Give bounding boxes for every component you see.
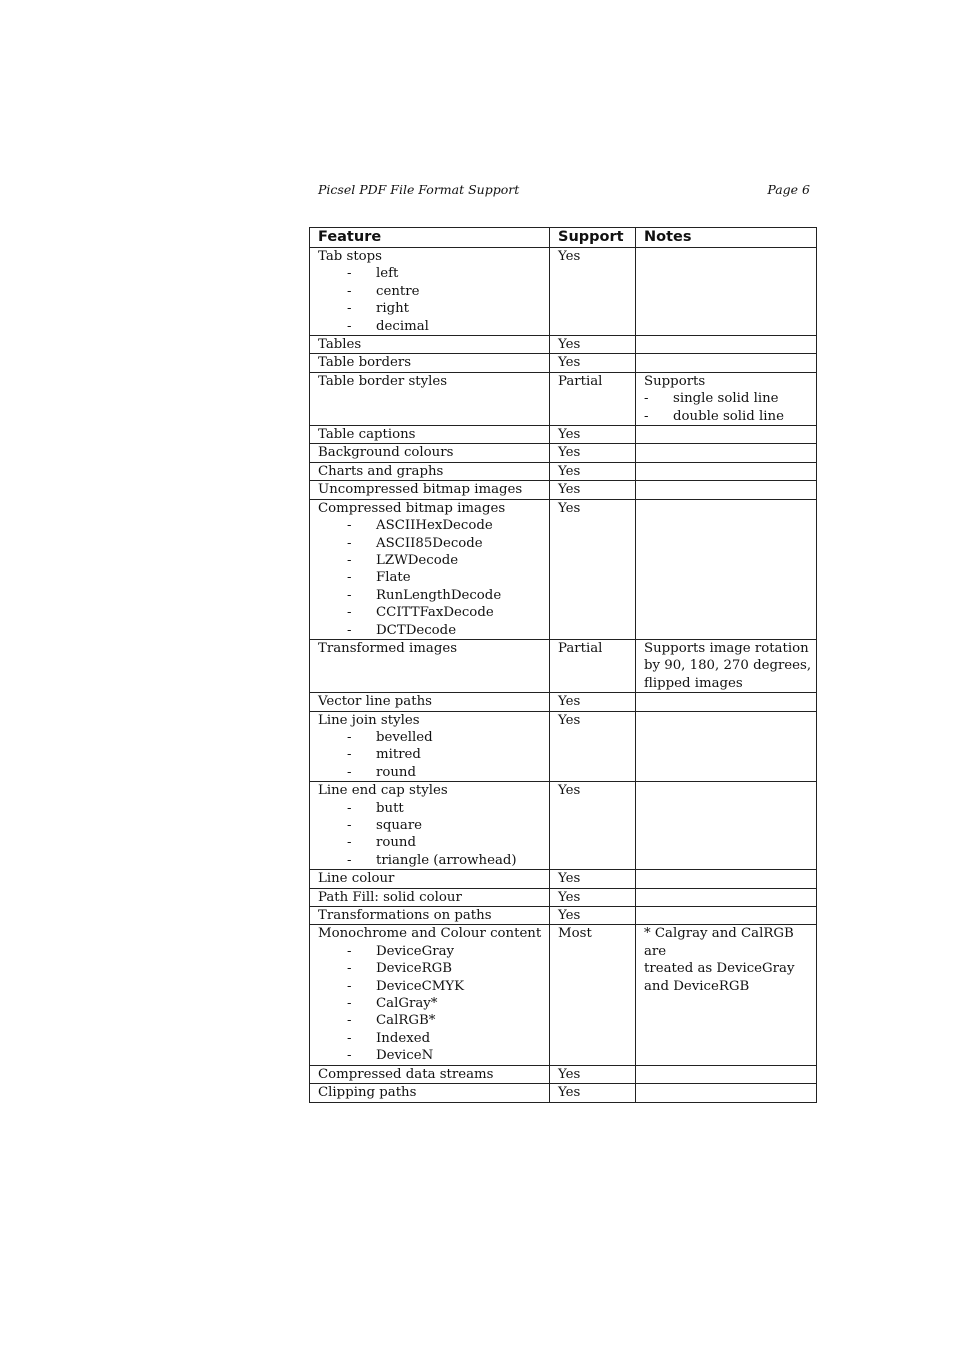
feature-name: Transformations on paths	[318, 908, 492, 924]
dash-bullet: -	[347, 535, 352, 551]
notes-cell	[636, 1084, 817, 1102]
feature-subitem-text: Flate	[376, 570, 411, 586]
feature-subitem-text: round	[376, 764, 417, 780]
table-header-row	[310, 228, 817, 248]
table-row	[310, 444, 817, 462]
feature-subitem-text: square	[376, 818, 423, 833]
dash-bullet: -	[347, 283, 352, 299]
feature-name: Line join styles	[318, 712, 420, 728]
feature-subitem	[318, 1047, 549, 1064]
feature-name: Uncompressed bitmap images	[318, 482, 523, 498]
feature-name: Path Fill: solid colour	[318, 889, 462, 905]
notes-cell	[636, 248, 817, 336]
notes-line: and DeviceRGB	[644, 978, 750, 994]
notes-cell	[636, 336, 817, 354]
feature-name: Charts and graphs	[318, 463, 444, 479]
feature-subitem-text: DeviceRGB	[376, 961, 453, 977]
feature-cell	[310, 1084, 550, 1102]
feature-subitem-text: Indexed	[376, 1030, 431, 1046]
notes-cell	[636, 782, 817, 870]
feature-subitem-text: bevelled	[376, 729, 433, 745]
feature-cell	[310, 444, 550, 462]
dash-bullet: -	[347, 605, 352, 621]
table-row	[310, 248, 817, 336]
feature-name: Compressed data streams	[318, 1066, 494, 1082]
table-row	[310, 481, 817, 499]
support-cell: Yes	[550, 354, 636, 372]
dash-bullet: -	[347, 622, 352, 638]
support-cell: Yes	[550, 426, 636, 444]
feature-cell	[310, 499, 550, 639]
support-cell: Yes	[550, 444, 636, 462]
support-cell: Yes	[550, 481, 636, 499]
feature-name: Tab stops	[318, 249, 383, 264]
dash-bullet: -	[347, 764, 352, 780]
feature-subitem	[318, 995, 549, 1012]
notes-line: treated as DeviceGray	[644, 961, 795, 977]
table-row	[310, 870, 817, 888]
dash-bullet: -	[644, 408, 649, 424]
feature-cell	[310, 925, 550, 1065]
support-cell: Yes	[550, 711, 636, 782]
feature-name: Clipping paths	[318, 1085, 417, 1101]
dash-bullet: -	[347, 301, 352, 317]
dash-bullet: -	[347, 518, 352, 534]
dash-bullet: -	[347, 961, 352, 977]
feature-subitem	[318, 764, 549, 781]
page-number: Page 6	[767, 182, 810, 197]
feature-subitem-text: CCITTFaxDecode	[376, 605, 494, 621]
support-cell: Yes	[550, 888, 636, 906]
feature-subitem	[318, 300, 549, 317]
feature-subitem-text: RunLengthDecode	[376, 587, 502, 603]
support-cell: Most	[550, 925, 636, 1065]
feature-subitem-text: CalGray*	[376, 996, 438, 1012]
dash-bullet: -	[347, 552, 352, 568]
feature-subitem	[318, 318, 549, 335]
notes-cell	[636, 481, 817, 499]
feature-name: Line colour	[318, 871, 395, 887]
notes-subitem	[644, 408, 816, 425]
dash-bullet: -	[347, 800, 352, 816]
notes-cell	[636, 693, 817, 711]
feature-subitem	[318, 729, 549, 746]
table-row	[310, 336, 817, 354]
dash-bullet: -	[347, 587, 352, 603]
table-row	[310, 888, 817, 906]
feature-subitem-text: triangle (arrowhead)	[376, 852, 517, 868]
feature-name: Background colours	[318, 445, 454, 461]
feature-subitem	[318, 978, 549, 995]
table-row	[310, 925, 817, 1065]
support-cell: Yes	[550, 499, 636, 639]
notes-line: Supports image rotation	[644, 640, 809, 656]
feature-cell	[310, 907, 550, 925]
notes-cell	[636, 354, 817, 372]
column-header-support: Support	[550, 228, 636, 248]
notes-line: by 90, 180, 270 degrees,	[644, 658, 812, 674]
feature-cell	[310, 639, 550, 692]
table-row	[310, 372, 817, 425]
table-row	[310, 693, 817, 711]
table-row	[310, 907, 817, 925]
table-row	[310, 711, 817, 782]
support-cell: Yes	[550, 870, 636, 888]
feature-name: Tables	[318, 337, 362, 353]
feature-cell	[310, 336, 550, 354]
notes-cell	[636, 444, 817, 462]
feature-cell	[310, 693, 550, 711]
feature-name: Compressed bitmap images	[318, 500, 506, 516]
notes-cell	[636, 462, 817, 480]
notes-subitem-text: double solid line	[673, 408, 784, 424]
feature-subitem	[318, 622, 549, 639]
feature-subitem	[318, 552, 549, 569]
feature-cell	[310, 782, 550, 870]
feature-subitem	[318, 960, 549, 977]
feature-subitem-text: CalRGB*	[376, 1013, 436, 1029]
table-body	[310, 248, 817, 1103]
feature-cell	[310, 888, 550, 906]
dash-bullet: -	[347, 996, 352, 1012]
notes-cell	[636, 907, 817, 925]
feature-subitem-text: left	[376, 266, 399, 282]
dash-bullet: -	[347, 1013, 352, 1029]
table-row	[310, 499, 817, 639]
table-row	[310, 639, 817, 692]
support-cell: Partial	[550, 372, 636, 425]
notes-cell	[636, 870, 817, 888]
dash-bullet: -	[347, 852, 352, 868]
notes-cell	[636, 499, 817, 639]
feature-subitem-text: DeviceGray	[376, 943, 455, 959]
feature-cell	[310, 354, 550, 372]
feature-subitem-text: DeviceCMYK	[376, 978, 465, 994]
dash-bullet: -	[644, 391, 649, 407]
notes-line: Supports	[644, 373, 706, 389]
dash-bullet: -	[347, 570, 352, 586]
feature-subitem	[318, 587, 549, 604]
support-cell: Yes	[550, 782, 636, 870]
dash-bullet: -	[347, 266, 352, 282]
table-row	[310, 462, 817, 480]
support-cell: Yes	[550, 693, 636, 711]
notes-line: flipped images	[644, 675, 743, 691]
support-cell: Yes	[550, 462, 636, 480]
column-header-notes: Notes	[636, 228, 817, 248]
feature-name: Line end cap styles	[318, 783, 448, 799]
dash-bullet: -	[347, 729, 352, 745]
feature-subitem	[318, 1030, 549, 1047]
support-cell: Yes	[550, 336, 636, 354]
feature-subitem-text: butt	[376, 800, 404, 816]
dash-bullet: -	[347, 835, 352, 851]
table-row	[310, 354, 817, 372]
feature-cell	[310, 248, 550, 336]
notes-subitem-text: single solid line	[673, 391, 779, 407]
notes-cell	[636, 925, 817, 1065]
feature-subitem-text: ASCII85Decode	[376, 535, 483, 551]
feature-subitem-text: ASCIIHexDecode	[376, 518, 493, 534]
feature-subitem	[318, 852, 549, 869]
column-header-feature: Feature	[310, 228, 550, 248]
support-cell: Yes	[550, 1065, 636, 1083]
feature-subitem	[318, 746, 549, 763]
page-header	[318, 182, 810, 200]
dash-bullet: -	[347, 818, 352, 833]
feature-subitem-text: DCTDecode	[376, 622, 457, 638]
feature-cell	[310, 372, 550, 425]
feature-name: Table captions	[318, 427, 416, 443]
support-cell: Yes	[550, 907, 636, 925]
feature-subitem	[318, 834, 549, 851]
dash-bullet: -	[347, 747, 352, 763]
dash-bullet: -	[347, 978, 352, 994]
notes-cell	[636, 372, 817, 425]
feature-name: Table border styles	[318, 373, 448, 389]
notes-cell	[636, 711, 817, 782]
dash-bullet: -	[347, 943, 352, 959]
support-cell: Yes	[550, 248, 636, 336]
feature-subitem	[318, 535, 549, 552]
notes-subitem	[644, 390, 816, 407]
feature-cell	[310, 870, 550, 888]
feature-cell	[310, 481, 550, 499]
support-cell: Partial	[550, 639, 636, 692]
feature-subitem	[318, 283, 549, 300]
feature-subitem-text: mitred	[376, 747, 421, 763]
feature-subitem	[318, 817, 549, 834]
feature-name: Vector line paths	[318, 694, 432, 710]
feature-subitem-text: decimal	[376, 318, 429, 334]
notes-line: * Calgray and CalRGB are	[644, 926, 794, 959]
feature-cell	[310, 1065, 550, 1083]
dash-bullet: -	[347, 318, 352, 334]
feature-subitem-text: LZWDecode	[376, 552, 459, 568]
notes-cell	[636, 888, 817, 906]
feature-support-table	[309, 227, 817, 1103]
feature-name: Transformed images	[318, 640, 458, 656]
feature-subitem	[318, 1012, 549, 1029]
document-title: Picsel PDF File Format Support	[318, 182, 520, 197]
feature-cell	[310, 426, 550, 444]
dash-bullet: -	[347, 1030, 352, 1046]
notes-cell	[636, 426, 817, 444]
support-cell: Yes	[550, 1084, 636, 1102]
feature-subitem	[318, 569, 549, 586]
table-row	[310, 782, 817, 870]
feature-cell	[310, 711, 550, 782]
dash-bullet: -	[347, 1048, 352, 1064]
feature-subitem-text: DeviceN	[376, 1048, 434, 1064]
table-row	[310, 1084, 817, 1102]
notes-cell	[636, 1065, 817, 1083]
feature-name: Table borders	[318, 355, 412, 371]
table-row	[310, 1065, 817, 1083]
feature-subitem	[318, 943, 549, 960]
feature-cell	[310, 462, 550, 480]
feature-subitem	[318, 265, 549, 282]
feature-subitem-text: round	[376, 835, 417, 851]
feature-subitem	[318, 517, 549, 534]
feature-subitem	[318, 604, 549, 621]
feature-subitem-text: centre	[376, 283, 420, 299]
notes-cell	[636, 639, 817, 692]
table-row	[310, 426, 817, 444]
feature-name: Monochrome and Colour content	[318, 926, 542, 942]
feature-subitem-text: right	[376, 301, 410, 317]
feature-subitem	[318, 800, 549, 817]
